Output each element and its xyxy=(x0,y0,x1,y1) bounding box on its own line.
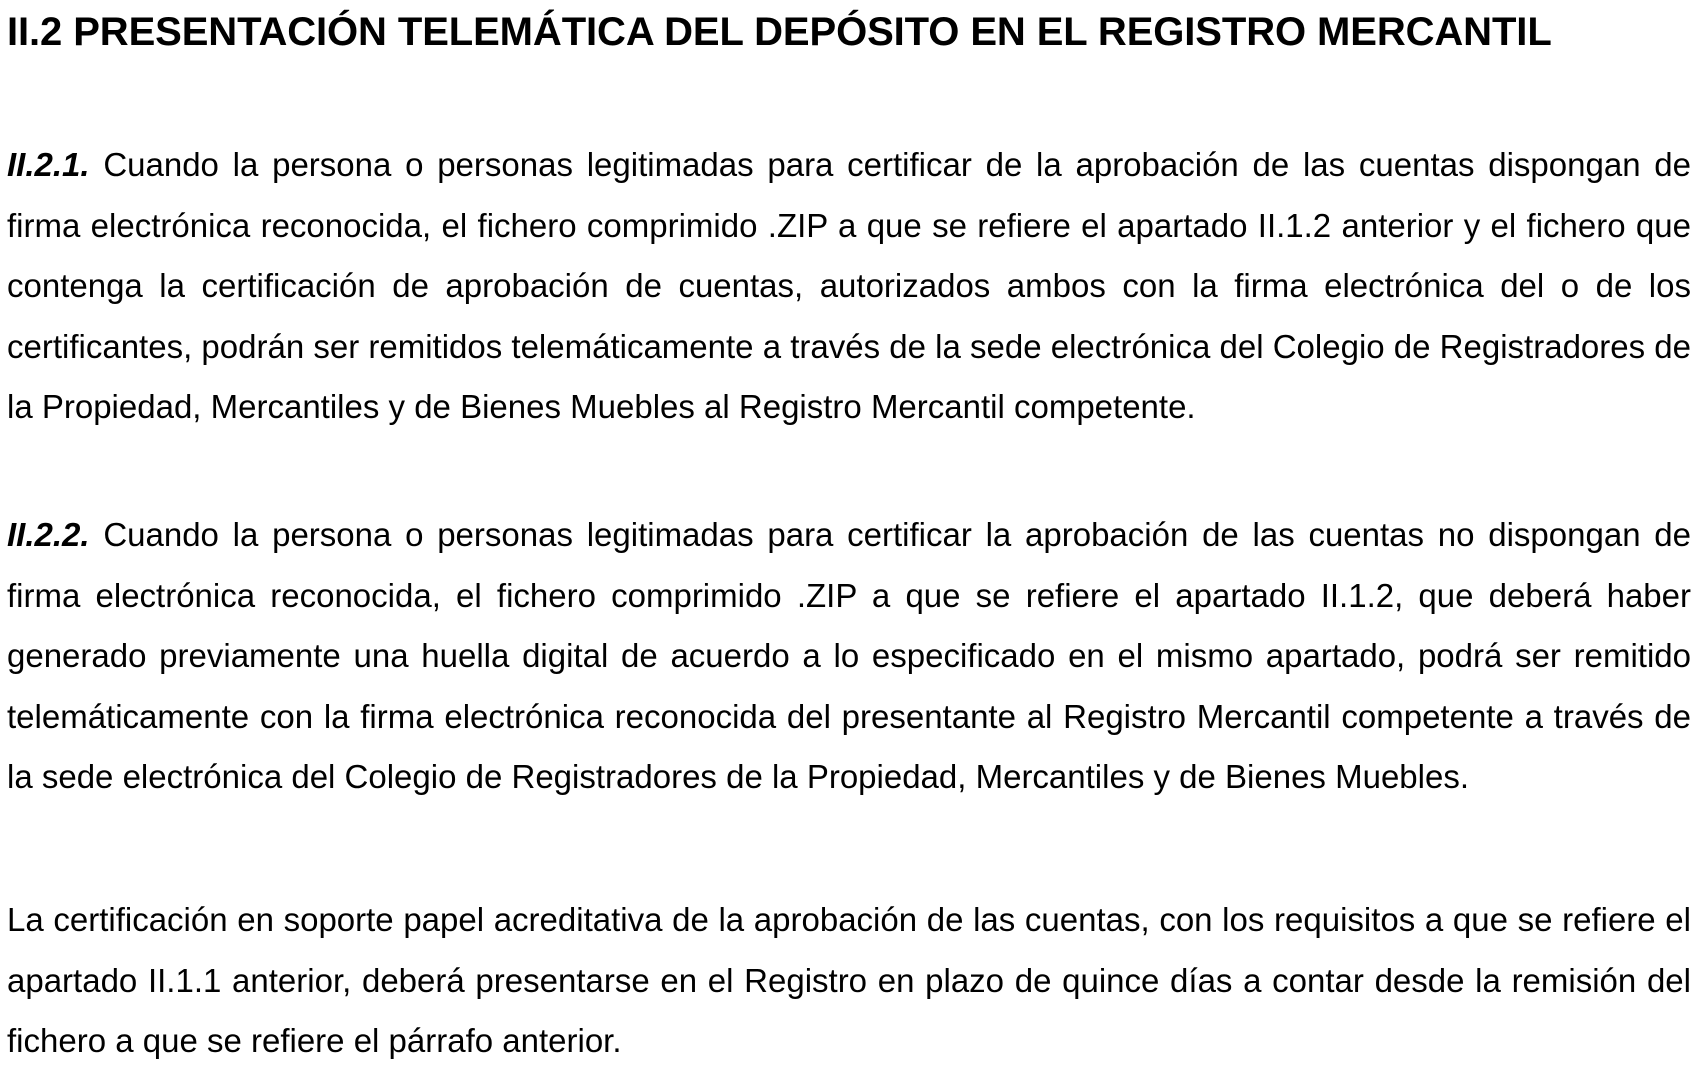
paragraph-ii-2-2 xyxy=(7,505,1691,808)
paragraph-ii-2-1 xyxy=(7,135,1691,438)
paragraph-number: II.2.2. xyxy=(7,516,90,553)
paragraph-text: La certificación en soporte papel acreditativa de la aprobación de las cuentas, con los requisitos a que se refiere el apartado II.1.1 anterior, deberá presentarse en el Registro en plazo de quince días a contar desde la remisión del fichero a que se refiere el párrafo anterior. xyxy=(7,901,1691,1059)
paragraph-number: II.2.1. xyxy=(7,146,90,183)
paragraph-text: Cuando la persona o personas legitimadas para certificar la aprobación de las cuentas no dispongan de firma electrónica reconocida, el fichero comprimido .ZIP a que se refiere el apartado II.1.2, que deberá haber generado previamente una huella digital de acuerdo a lo especificado en el mismo apartado, podrá ser remitido telemáticamente con la firma electrónica reconocida del presentante al Registro Mercantil competente a través de la sede electrónica del Colegio de Registradores de la Propiedad, Mercantiles y de Bienes Muebles. xyxy=(7,516,1691,795)
paragraph-text: Cuando la persona o personas legitimadas para certificar de la aprobación de las cuentas dispongan de firma electrónica reconocida, el fichero comprimido .ZIP a que se refiere el apartado II.1.2 anterior y el fichero que contenga la certificación de aprobación de cuentas, autorizados ambos con la firma electrónica del o de los certificantes, podrán ser remitidos telemáticamente a través de la sede electrónica del Colegio de Registradores de la Propiedad, Mercantiles y de Bienes Muebles al Registro Mercantil competente. xyxy=(7,146,1691,425)
section-heading: II.2 PRESENTACIÓN TELEMÁTICA DEL DEPÓSITO EN EL REGISTRO MERCANTIL xyxy=(7,10,1552,54)
paragraph-certificacion xyxy=(7,890,1691,1072)
